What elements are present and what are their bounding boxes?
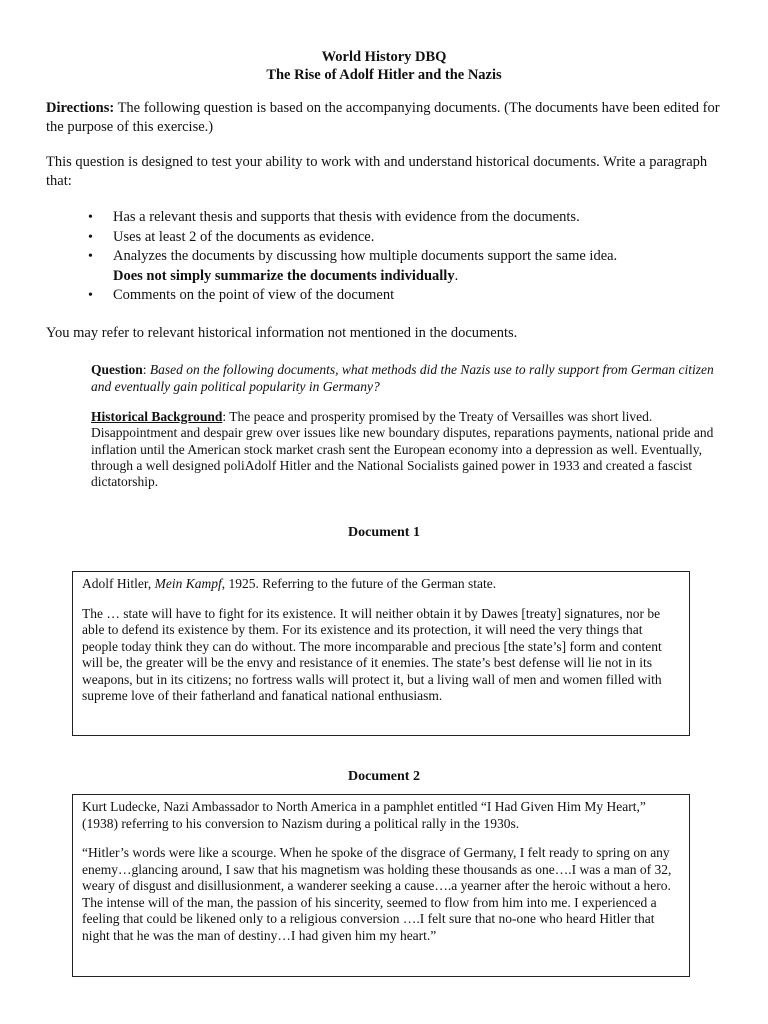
document-2-heading: Document 2: [348, 769, 420, 784]
document-1-source: [82, 576, 680, 593]
question-text: Based on the following documents, what methods did the Nazis use to rally support from German citizen and eventually gain political popularity in Germany?: [91, 362, 714, 394]
reference-note: You may refer to relevant historical information not mentioned in the documents.: [46, 325, 518, 341]
document-2-box: [72, 794, 690, 977]
list-item-text: Uses at least 2 of the documents as evidence.: [113, 228, 375, 245]
document-1-box: [72, 571, 690, 736]
source-author: Adolf Hitler,: [82, 576, 155, 591]
list-item: [88, 286, 728, 306]
question-separator: :: [142, 362, 150, 377]
document-subtitle: The Rise of Adolf Hitler and the Nazis: [266, 67, 502, 83]
bullet-icon: •: [88, 249, 93, 264]
question-label: Question: [91, 362, 143, 377]
emphasis-text: Does not simply summarize the documents individually: [113, 267, 455, 284]
list-item-text: Has a relevant thesis and supports that thesis with evidence from the documents.: [113, 209, 580, 225]
list-item: [88, 247, 728, 286]
requirements-list: [88, 208, 728, 306]
source-details: , 1925. Referring to the future of the German state.: [221, 576, 497, 591]
directions-label: Directions:: [46, 100, 115, 116]
intro-paragraph: This question is designed to test your ability to work with and understand historical documents. Write a paragraph that:: [46, 154, 708, 189]
bullet-icon: •: [88, 210, 93, 225]
emphasis-period: .: [454, 267, 459, 284]
document-title: World History DBQ: [321, 49, 447, 65]
document-1-body: The … state will have to fight for its existence. It will neither obtain it by Dawes [treaty] signatures, nor be able to defend its existence by them. For its existence and its protection, it will need the very things that people today think they can do without. The more incomparable and precious [the state’s] form and content will be, the greater will be the envy and resistance of it enemies. The state’s best defense will lie not in its weapons, but in its citizens; no fortress walls will protect it, but a living wall of men and women filled with supreme love of their fatherland and fanatical national enthusiasm.: [82, 605, 662, 703]
background-label: Historical Background: [91, 409, 223, 424]
document-2-body: “Hitler’s words were like a scourge. When he spoke of the disgrace of Germany, I felt ready to spring on any enemy…glancing around, I saw that his magnetism was holding these thousands as one….I was a man of 32, weary of disgust and disillusionment, a wanderer seeking a cause….a yearner after the heroic without a hero. The intense will of the man, the passion of his sincerity, seemed to flow from him into me. I experienced a feeling that could be likened only to a religious conversion ….I felt sure that no-one who heard Hitler that night that he was the man of destiny…I had given him my heart.”: [82, 845, 672, 943]
bullet-icon: •: [88, 288, 93, 303]
document-1-heading: Document 1: [348, 525, 420, 540]
source-title: Mein Kampf: [154, 576, 222, 591]
list-item: [88, 208, 728, 228]
bullet-icon: •: [88, 229, 93, 245]
historical-background: [91, 409, 731, 490]
question-block: [91, 361, 731, 395]
directions-text: The following question is based on the accompanying documents. (The documents have been edited for the purpose of this exercise.): [46, 100, 720, 135]
background-text: : The peace and prosperity promised by the Treaty of Versailles was short lived. Disappointment and despair grew over issues like new boundary disputes, reparations payments, national pride and inflation until the American stock market crash sent the European economy into a depression as well. Eventually, through a well designed poliAdolf Hitler and the National Socialists gained power in 1933 and created a fascist dictatorship.: [91, 409, 714, 490]
list-item-text: Comments on the point of view of the document: [113, 287, 395, 303]
document-2-source: Kurt Ludecke, Nazi Ambassador to North America in a pamphlet entitled “I Had Given Him My Heart,” (1938) referring to his conversion to Nazism during a political rally in the 1930s.: [82, 799, 646, 831]
list-item: [88, 228, 728, 248]
directions-paragraph: [46, 99, 726, 136]
list-item-text: Analyzes the documents by discussing how multiple documents support the same idea.: [113, 248, 618, 264]
